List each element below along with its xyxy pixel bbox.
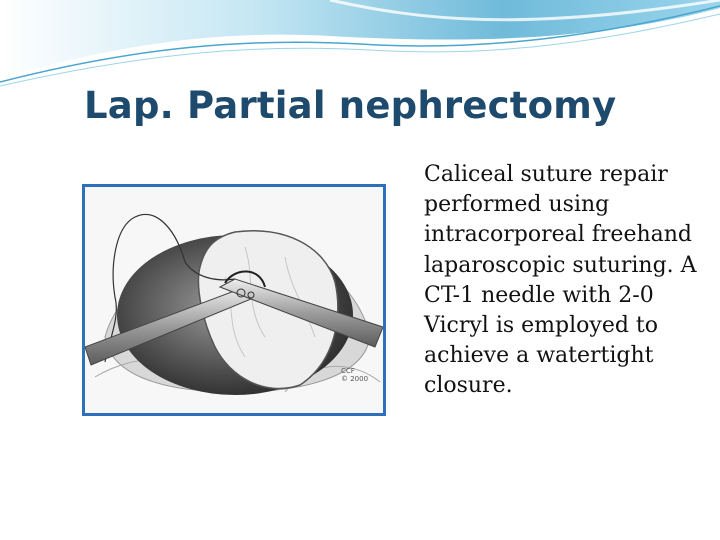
slide-title: Lap. Partial nephrectomy <box>84 84 617 127</box>
copyright-year: © 2000 <box>341 375 369 383</box>
copyright-notice <box>341 367 368 383</box>
slide-caption: Caliceal suture repair performed using intracorporeal freehand laparoscopic suturing. A CT-1 needle with 2-0 Vicryl is employed to achieve a watertight closure. <box>424 162 697 399</box>
copyright-org: CCF <box>341 367 355 375</box>
surgical-illustration-frame <box>82 184 386 416</box>
header-wave-decoration <box>0 0 720 90</box>
laparoscopic-suturing-illustration <box>85 187 383 413</box>
